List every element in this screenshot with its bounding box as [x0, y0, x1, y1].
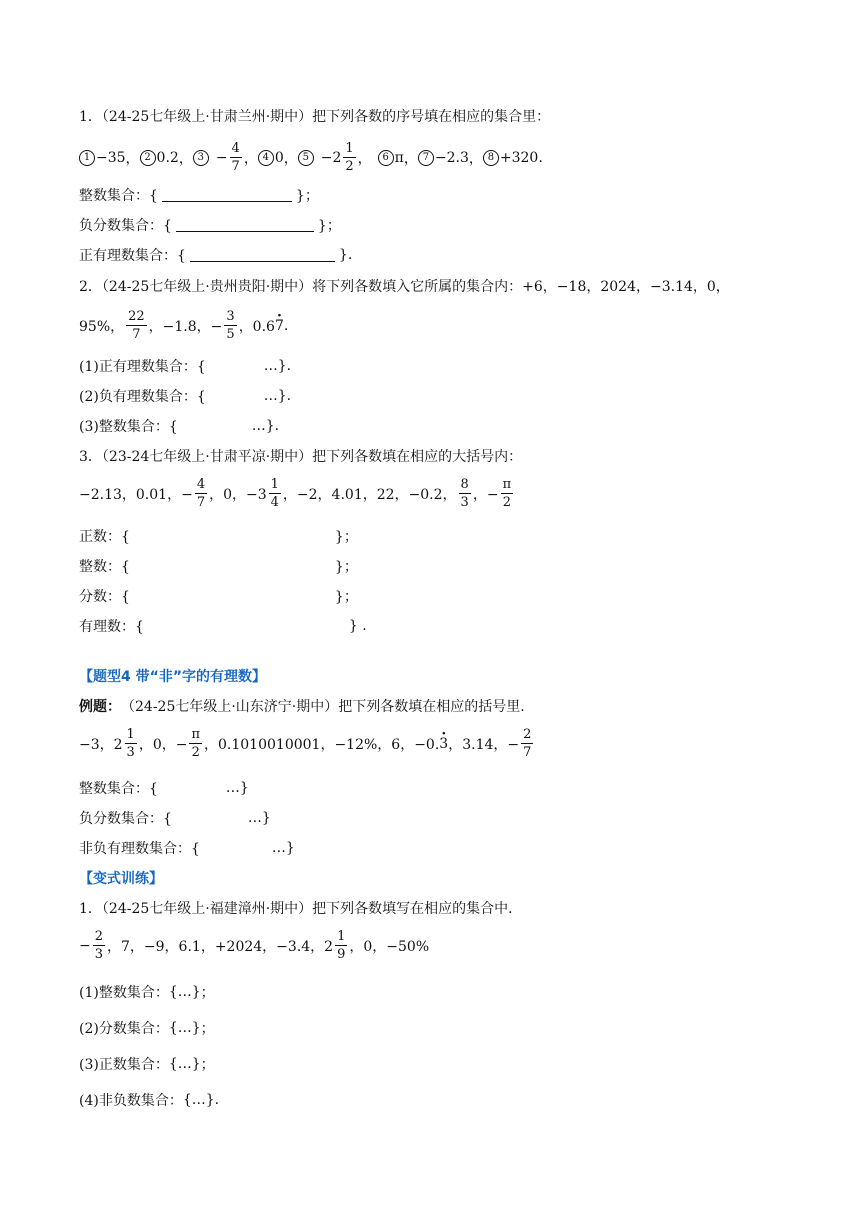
q3-title: 3．（23-24七年级上·甘肃平凉·期中）把下列各数填在相应的大括号内：	[79, 449, 523, 465]
q1-numbers: 1 −35 ， 2 0.2 ， 3 − $\frac{4}{7}$ ， 4 0 ， 5 −2 $\frac{1}{2}$ ， 6 π ， 7 −2.3 ， 8 +320 .	[79, 142, 543, 173]
variant-set-1: (1)整数集合： {…} ；	[79, 984, 215, 1001]
q3-numbers: −2.13，0.01，− $\frac{4}{7}$ ，0，−3 $\frac{1}{4}$ ，−2，4.01，22，−0.2， $\frac{8}{3}$ ，− $\frac{\pi}{2}$	[79, 477, 512, 510]
variant-set-2: (2)分数集合： {…} ；	[79, 1020, 215, 1037]
fraction: $\frac{1}{2}$	[345, 141, 354, 174]
variant-heading: 【变式训练】	[79, 871, 163, 887]
example-set-neg-fraction: 负分数集合：{ …}	[79, 810, 271, 827]
q3-set-integer: 整数：{ }；	[79, 559, 358, 575]
example-title: 例题： （24-25七年级上·山东济宁·期中）把下列各数填在相应的括号里.	[79, 699, 525, 715]
q1-set-integer: 整数集合：{ }；	[79, 188, 319, 204]
example-numbers: −3，2 $\frac{1}{3}$ ，0，− $\frac{\pi}{2}$ ，0.1010010001，−12%，6，−0. 3 · ，3.14，− $\frac{2}{7}$	[79, 728, 535, 759]
q3-set-rational: 有理数：{ } .	[79, 618, 367, 635]
q3-set-fraction: 分数：{ }；	[79, 589, 358, 605]
fraction: $\frac{4}{7}$	[231, 141, 240, 174]
variant-title: 1．（24-25七年级上·福建漳州·期中）把下列各数填写在相应的集合中.	[79, 901, 513, 917]
q2-title: 2．（24-25七年级上·贵州贵阳·期中）将下列各数填入它所属的集合内：+6，−18，2024，−3.14，0，	[79, 279, 730, 295]
example-set-nonneg-rational: 非负有理数集合：{ …}	[79, 840, 295, 857]
q1-title: 1．（24-25七年级上·甘肃兰州·期中）把下列各数的序号填在相应的集合里：	[79, 109, 551, 125]
variant-set-3: (3)正数集合： {…} ；	[79, 1056, 215, 1073]
q2-set-2: (2)负有理数集合：{ …}.	[79, 388, 292, 405]
type4-heading: 【题型4 带“非”字的有理数】	[79, 669, 267, 685]
q2-numbers: 95%， $\frac{22}{7}$ ，−1.8，− $\frac{3}{5}$ ，0.6 7 · .	[79, 310, 288, 341]
q2-set-1: (1)正有理数集合：{ …}.	[79, 358, 292, 375]
q1-set-neg-fraction: 负分数集合：{ }；	[79, 218, 341, 234]
q3-set-positive: 正数：{ }；	[79, 529, 358, 545]
example-set-integer: 整数集合：{ …}	[79, 780, 249, 797]
q1-set-pos-rational: 正有理数集合：{ }.	[79, 247, 353, 264]
variant-numbers: − $\frac{2}{3}$ ，7，−9，6.1，+2024，−3.4，2 $\frac{1}{9}$ ，0，−50%	[79, 929, 430, 962]
variant-set-4: (4)非负数集合： {…} .	[79, 1092, 220, 1109]
q2-set-3: (3)整数集合：{ …}.	[79, 418, 280, 435]
